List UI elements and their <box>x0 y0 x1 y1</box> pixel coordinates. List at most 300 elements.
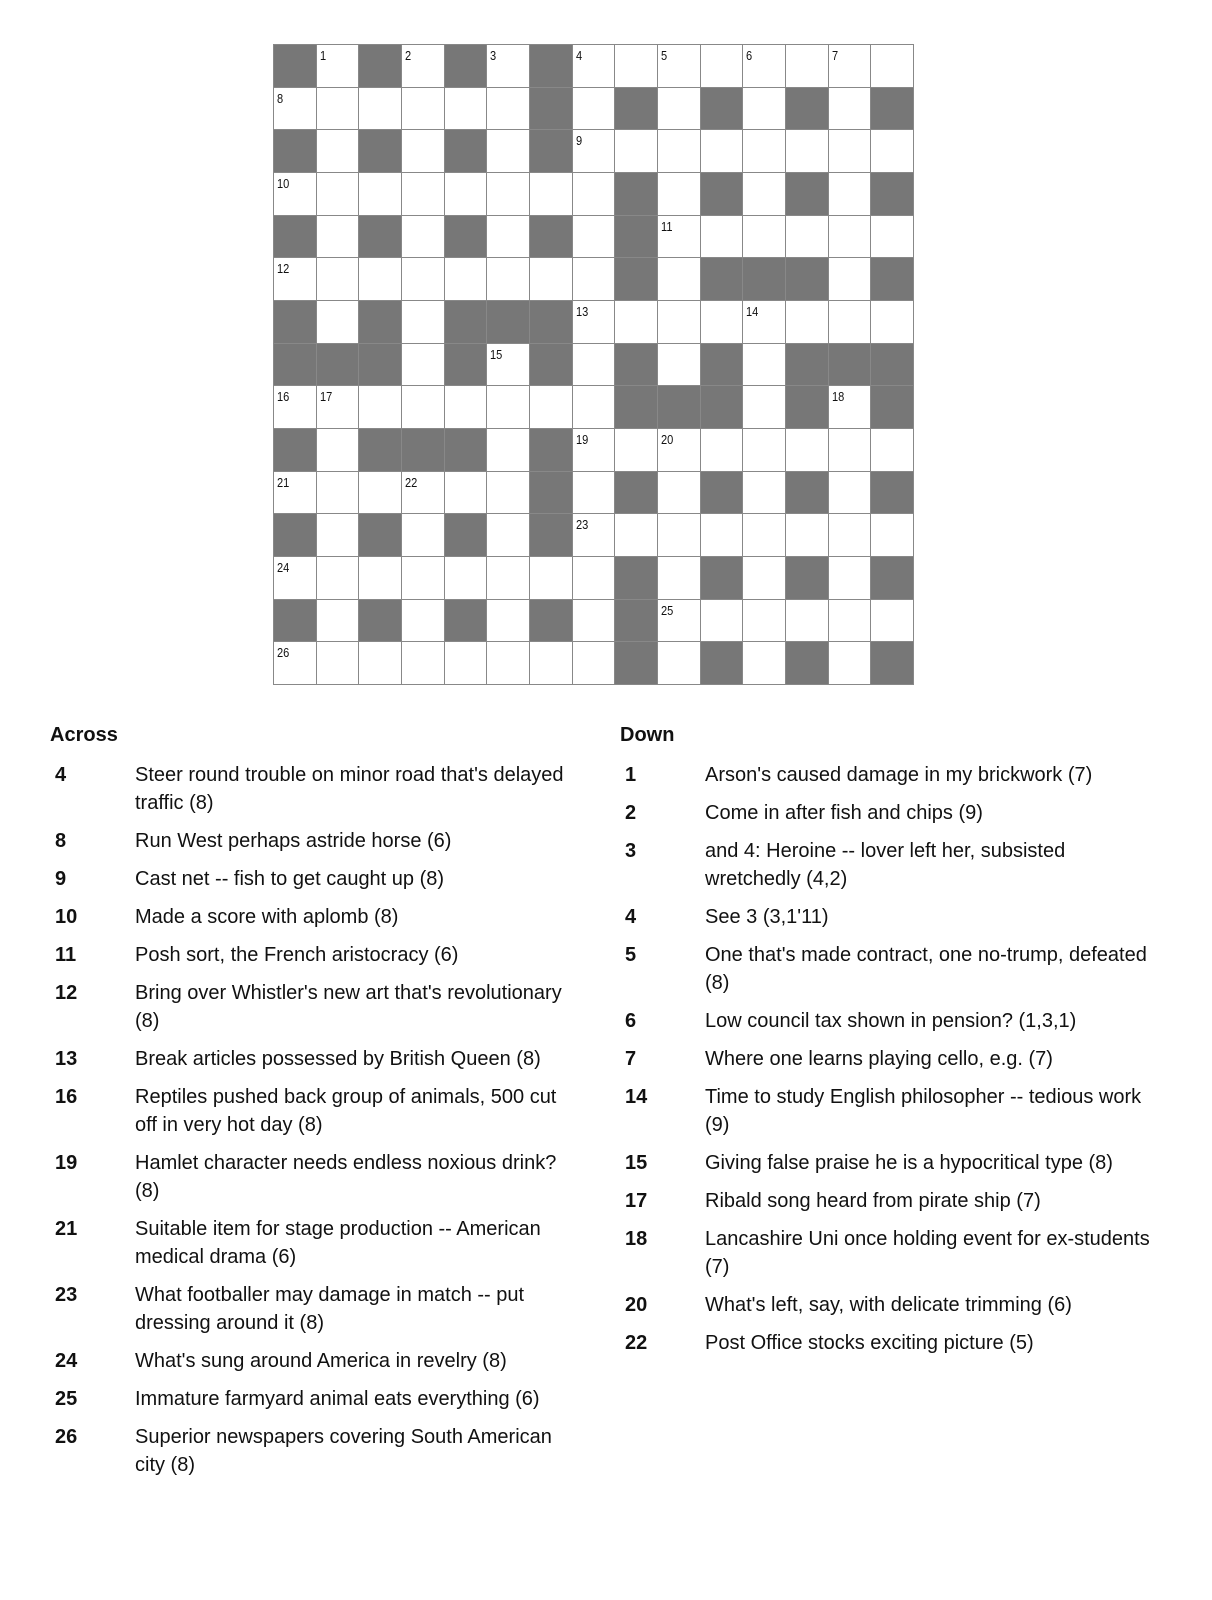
block-cell <box>530 216 573 259</box>
grid-cell[interactable] <box>829 472 872 515</box>
block-cell <box>701 258 744 301</box>
grid-cell[interactable] <box>701 429 744 472</box>
clue-text: What footballer may damage in match -- put dressing around it (8) <box>135 1284 525 1334</box>
clue-text: Low council tax shown in pension? (1,3,1) <box>705 1010 1077 1032</box>
grid-cell[interactable] <box>743 173 786 216</box>
clue-number: 19 <box>55 1152 78 1174</box>
grid-cell[interactable] <box>786 514 829 557</box>
down-clues <box>620 723 1160 1367</box>
grid-cell[interactable] <box>487 472 530 515</box>
grid-cell[interactable] <box>530 386 573 429</box>
clue-number: 12 <box>55 982 78 1004</box>
down-clue-list <box>620 761 1160 1357</box>
grid-cell[interactable] <box>402 600 445 643</box>
block-cell <box>359 301 402 344</box>
grid-cell[interactable] <box>274 88 317 131</box>
grid-cell[interactable] <box>871 301 914 344</box>
grid-cell[interactable] <box>701 130 744 173</box>
clue-number: 26 <box>55 1426 78 1448</box>
grid-cell[interactable] <box>658 514 701 557</box>
clue-number: 1 <box>319 48 326 63</box>
block-cell <box>274 301 317 344</box>
clue-number: 15 <box>490 346 503 362</box>
grid-cell[interactable] <box>274 386 317 429</box>
grid-cell[interactable] <box>530 258 573 301</box>
clue-text: Lancashire Uni once holding event for ex-students (7) <box>705 1228 1150 1278</box>
clue-text: What's sung around America in revelry (8) <box>135 1350 507 1372</box>
block-cell <box>317 344 360 387</box>
grid-cell[interactable] <box>402 130 445 173</box>
grid-cell[interactable] <box>658 258 701 301</box>
grid-cell[interactable] <box>786 45 829 88</box>
block-cell <box>402 429 445 472</box>
grid-cell[interactable] <box>402 386 445 429</box>
down-clue[interactable] <box>620 1045 1160 1073</box>
grid-cell[interactable] <box>871 45 914 88</box>
grid-cell[interactable] <box>701 514 744 557</box>
grid-cell[interactable] <box>743 514 786 557</box>
grid-cell[interactable] <box>445 642 488 685</box>
clue-number: 23 <box>575 517 588 533</box>
grid-cell[interactable] <box>743 301 786 344</box>
clue-number: 16 <box>277 389 290 405</box>
grid-cell[interactable] <box>487 258 530 301</box>
grid-cell[interactable] <box>871 429 914 472</box>
block-cell <box>445 514 488 557</box>
across-clue[interactable] <box>50 903 570 931</box>
grid-cell[interactable] <box>573 216 616 259</box>
clue-number: 17 <box>319 389 332 405</box>
clue-number: 24 <box>55 1350 78 1372</box>
grid-cell[interactable] <box>317 429 360 472</box>
block-cell <box>658 386 701 429</box>
grid-cell[interactable] <box>274 173 317 216</box>
clue-number: 14 <box>746 304 759 319</box>
grid-cell[interactable] <box>743 344 786 387</box>
clue-text: Posh sort, the French aristocracy (6) <box>135 944 459 966</box>
grid-cell[interactable] <box>871 514 914 557</box>
grid-cell[interactable] <box>402 472 445 515</box>
grid-cell[interactable] <box>829 88 872 131</box>
block-cell <box>487 301 530 344</box>
grid-cell[interactable] <box>402 45 445 88</box>
grid-cell[interactable] <box>445 472 488 515</box>
grid-cell[interactable] <box>615 514 658 557</box>
clue-number: 1 <box>625 764 637 786</box>
grid-cell[interactable] <box>487 642 530 685</box>
grid-cell[interactable] <box>317 130 360 173</box>
across-clue[interactable] <box>50 865 570 893</box>
grid-cell[interactable] <box>615 301 658 344</box>
grid-cell[interactable] <box>573 429 616 472</box>
across-clue[interactable] <box>50 761 570 817</box>
block-cell <box>359 600 402 643</box>
clue-number: 8 <box>277 90 284 106</box>
block-cell <box>871 472 914 515</box>
grid-cell[interactable] <box>317 173 360 216</box>
clue-number: 20 <box>661 432 674 447</box>
grid-cell[interactable] <box>402 173 445 216</box>
clue-number: 21 <box>277 474 290 490</box>
grid-cell[interactable] <box>530 642 573 685</box>
block-cell <box>871 344 914 387</box>
across-clue[interactable] <box>50 1281 570 1337</box>
down-clue[interactable] <box>620 1225 1160 1281</box>
block-cell <box>615 600 658 643</box>
grid-cell[interactable] <box>402 88 445 131</box>
block-cell <box>530 429 573 472</box>
clue-text: Giving false praise he is a hypocritical type (8) <box>705 1152 1113 1174</box>
grid-cell[interactable] <box>487 557 530 600</box>
down-clue[interactable] <box>620 1329 1160 1357</box>
grid-cell[interactable] <box>786 216 829 259</box>
clue-number: 25 <box>55 1388 78 1410</box>
down-clue[interactable] <box>620 1291 1160 1319</box>
grid-cell[interactable] <box>402 344 445 387</box>
block-cell <box>615 216 658 259</box>
across-clue[interactable] <box>50 1045 570 1073</box>
grid-cell[interactable] <box>573 386 616 429</box>
grid-cell[interactable] <box>658 429 701 472</box>
grid-cell[interactable] <box>743 557 786 600</box>
block-cell <box>701 557 744 600</box>
across-clue[interactable] <box>50 1215 570 1271</box>
down-clue[interactable] <box>620 837 1160 893</box>
block-cell <box>274 216 317 259</box>
block-cell <box>871 557 914 600</box>
grid-cell[interactable] <box>786 429 829 472</box>
grid-cell[interactable] <box>274 557 317 600</box>
across-clue[interactable] <box>50 1423 570 1479</box>
grid-cell[interactable] <box>786 600 829 643</box>
grid-cell[interactable] <box>658 88 701 131</box>
grid-cell[interactable] <box>530 173 573 216</box>
grid-cell[interactable] <box>317 514 360 557</box>
clue-text: Superior newspapers covering South American city (8) <box>135 1426 552 1476</box>
clue-number: 10 <box>55 906 78 928</box>
grid-cell[interactable] <box>829 173 872 216</box>
grid-cell[interactable] <box>573 258 616 301</box>
grid-cell[interactable] <box>402 557 445 600</box>
grid-cell[interactable] <box>829 514 872 557</box>
grid-cell[interactable] <box>615 45 658 88</box>
clue-number: 8 <box>55 830 67 852</box>
grid-cell[interactable] <box>402 258 445 301</box>
block-cell <box>530 301 573 344</box>
block-cell <box>615 173 658 216</box>
grid-cell[interactable] <box>658 301 701 344</box>
block-cell <box>445 45 488 88</box>
grid-cell[interactable] <box>701 600 744 643</box>
grid-cell[interactable] <box>829 258 872 301</box>
block-cell <box>274 45 317 88</box>
grid-cell[interactable] <box>402 514 445 557</box>
clue-number: 20 <box>625 1294 648 1316</box>
block-cell <box>786 557 829 600</box>
grid-cell[interactable] <box>274 258 317 301</box>
grid-cell[interactable] <box>487 514 530 557</box>
grid-cell[interactable] <box>658 600 701 643</box>
grid-cell[interactable] <box>445 557 488 600</box>
clue-number: 5 <box>625 944 637 966</box>
clue-number: 3 <box>490 48 497 63</box>
grid-cell[interactable] <box>658 344 701 387</box>
down-clue[interactable] <box>620 799 1160 827</box>
grid-cell[interactable] <box>487 600 530 643</box>
grid-cell[interactable] <box>829 301 872 344</box>
grid-cell[interactable] <box>829 600 872 643</box>
grid-cell[interactable] <box>573 301 616 344</box>
grid-cell[interactable] <box>786 130 829 173</box>
clue-text: What's left, say, with delicate trimming (6) <box>705 1294 1072 1316</box>
block-cell <box>445 130 488 173</box>
clue-text: Break articles possessed by British Queen (8) <box>135 1048 541 1070</box>
grid-cell[interactable] <box>359 258 402 301</box>
block-cell <box>445 216 488 259</box>
block-cell <box>359 130 402 173</box>
grid-cell[interactable] <box>487 386 530 429</box>
block-cell <box>615 472 658 515</box>
down-heading: Down <box>620 724 675 746</box>
across-clue[interactable] <box>50 1385 570 1413</box>
block-cell <box>615 344 658 387</box>
block-cell <box>615 557 658 600</box>
clue-number: 26 <box>277 645 290 661</box>
down-clue[interactable] <box>620 903 1160 931</box>
across-clue-list <box>50 761 570 1479</box>
across-clue[interactable] <box>50 1149 570 1205</box>
block-cell <box>445 301 488 344</box>
clue-number: 11 <box>55 944 77 966</box>
grid-cell[interactable] <box>530 557 573 600</box>
grid-cell[interactable] <box>274 472 317 515</box>
grid-cell[interactable] <box>573 557 616 600</box>
clue-text: Cast net -- fish to get caught up (8) <box>135 868 445 890</box>
clue-number: 4 <box>625 906 637 928</box>
grid-cell[interactable] <box>573 472 616 515</box>
grid-cell[interactable] <box>743 386 786 429</box>
clue-number: 25 <box>661 602 674 618</box>
grid-cell[interactable] <box>743 600 786 643</box>
grid-cell[interactable] <box>658 45 701 88</box>
grid-cell[interactable] <box>317 88 360 131</box>
clue-number: 9 <box>575 133 582 149</box>
clue-number: 7 <box>831 48 838 63</box>
grid-cell[interactable] <box>573 642 616 685</box>
grid-cell[interactable] <box>786 301 829 344</box>
grid-cell[interactable] <box>743 216 786 259</box>
clue-number: 11 <box>661 218 673 234</box>
clue-text: Suitable item for stage production -- American medical drama (6) <box>135 1218 541 1268</box>
block-cell <box>530 514 573 557</box>
clue-text: Made a score with aplomb (8) <box>135 906 399 928</box>
block-cell <box>786 88 829 131</box>
grid-cell[interactable] <box>487 88 530 131</box>
across-clue[interactable] <box>50 1083 570 1139</box>
grid-cell[interactable] <box>317 386 360 429</box>
grid-cell[interactable] <box>317 45 360 88</box>
grid-cell[interactable] <box>445 173 488 216</box>
across-clue[interactable] <box>50 941 570 969</box>
grid-cell[interactable] <box>317 472 360 515</box>
block-cell <box>274 600 317 643</box>
grid-cell[interactable] <box>658 642 701 685</box>
grid-cell[interactable] <box>487 130 530 173</box>
block-cell <box>274 514 317 557</box>
grid-cell[interactable] <box>743 642 786 685</box>
grid-cell[interactable] <box>615 429 658 472</box>
grid-cell[interactable] <box>829 45 872 88</box>
across-clue[interactable] <box>50 979 570 1035</box>
block-cell <box>829 344 872 387</box>
across-clue[interactable] <box>50 1347 570 1375</box>
clue-number: 21 <box>55 1218 78 1240</box>
grid-cell[interactable] <box>829 216 872 259</box>
clue-text: One that's made contract, one no-trump, defeated (8) <box>705 944 1147 994</box>
across-heading: Across <box>50 724 118 746</box>
grid-cell[interactable] <box>871 216 914 259</box>
grid-cell[interactable] <box>317 216 360 259</box>
grid-cell[interactable] <box>359 557 402 600</box>
grid-cell[interactable] <box>487 173 530 216</box>
down-clue[interactable] <box>620 941 1160 997</box>
grid-cell[interactable] <box>871 600 914 643</box>
grid-cell[interactable] <box>658 472 701 515</box>
grid-cell[interactable] <box>829 642 872 685</box>
block-cell <box>274 344 317 387</box>
block-cell <box>786 258 829 301</box>
grid-cell[interactable] <box>701 216 744 259</box>
clue-text: Arson's caused damage in my brickwork (7) <box>705 764 1093 786</box>
clue-text: See 3 (3,1'11) <box>705 906 829 928</box>
grid-cell[interactable] <box>573 88 616 131</box>
block-cell <box>530 88 573 131</box>
block-cell <box>743 258 786 301</box>
grid-cell[interactable] <box>445 88 488 131</box>
grid-cell[interactable] <box>701 301 744 344</box>
grid-cell[interactable] <box>487 216 530 259</box>
clue-number: 12 <box>277 261 290 277</box>
grid-cell[interactable] <box>402 642 445 685</box>
grid-cell[interactable] <box>402 216 445 259</box>
clue-number: 22 <box>405 474 418 490</box>
grid-cell[interactable] <box>573 514 616 557</box>
grid-cell[interactable] <box>743 88 786 131</box>
grid-cell[interactable] <box>743 45 786 88</box>
block-cell <box>615 642 658 685</box>
block-cell <box>530 344 573 387</box>
grid-cell[interactable] <box>359 386 402 429</box>
block-cell <box>530 472 573 515</box>
clue-number: 10 <box>277 176 290 191</box>
block-cell <box>615 386 658 429</box>
block-cell <box>871 642 914 685</box>
block-cell <box>274 130 317 173</box>
block-cell <box>786 472 829 515</box>
grid-cell[interactable] <box>743 429 786 472</box>
grid-cell[interactable] <box>317 600 360 643</box>
clue-number: 13 <box>575 304 588 319</box>
across-clue[interactable] <box>50 827 570 855</box>
grid-cell[interactable] <box>743 130 786 173</box>
grid-cell[interactable] <box>359 88 402 131</box>
clue-text: Reptiles pushed back group of animals, 500 cut off in very hot day (8) <box>135 1086 557 1136</box>
grid-cell[interactable] <box>658 216 701 259</box>
down-clue[interactable] <box>620 1187 1160 1215</box>
grid-cell[interactable] <box>871 130 914 173</box>
clue-number: 2 <box>625 802 637 824</box>
grid-cell[interactable] <box>317 301 360 344</box>
clue-number: 13 <box>55 1048 78 1070</box>
grid-cell[interactable] <box>317 557 360 600</box>
grid-cell[interactable] <box>829 130 872 173</box>
grid-cell[interactable] <box>829 386 872 429</box>
grid-cell[interactable] <box>445 258 488 301</box>
grid-cell[interactable] <box>359 472 402 515</box>
block-cell <box>786 642 829 685</box>
clue-text: Ribald song heard from pirate ship (7) <box>705 1190 1041 1212</box>
grid-cell[interactable] <box>829 429 872 472</box>
clue-text: Come in after fish and chips (9) <box>705 802 983 824</box>
grid-cell[interactable] <box>573 344 616 387</box>
grid-cell[interactable] <box>317 642 360 685</box>
crossword-grid <box>273 44 914 685</box>
clue-number: 9 <box>55 868 67 890</box>
grid-cell[interactable] <box>487 45 530 88</box>
clue-number: 16 <box>55 1086 78 1108</box>
clue-number: 3 <box>625 840 637 862</box>
grid-cell[interactable] <box>658 557 701 600</box>
grid-cell[interactable] <box>487 429 530 472</box>
grid-cell[interactable] <box>701 45 744 88</box>
grid-cell[interactable] <box>573 600 616 643</box>
clue-number: 18 <box>625 1228 648 1250</box>
grid-cell[interactable] <box>573 130 616 173</box>
grid-cell[interactable] <box>743 472 786 515</box>
block-cell <box>530 130 573 173</box>
clue-number: 23 <box>55 1284 78 1306</box>
grid-cell[interactable] <box>402 301 445 344</box>
clue-number: 2 <box>405 48 412 63</box>
grid-cell[interactable] <box>487 344 530 387</box>
grid-cell[interactable] <box>573 173 616 216</box>
block-cell <box>701 344 744 387</box>
grid-cell[interactable] <box>359 642 402 685</box>
grid-cell[interactable] <box>274 642 317 685</box>
grid-cell[interactable] <box>573 45 616 88</box>
grid-cell[interactable] <box>317 258 360 301</box>
clue-text: Post Office stocks exciting picture (5) <box>705 1332 1034 1354</box>
grid-cell[interactable] <box>658 173 701 216</box>
grid-cell[interactable] <box>359 173 402 216</box>
grid-cell[interactable] <box>445 386 488 429</box>
block-cell <box>786 173 829 216</box>
down-clue[interactable] <box>620 1083 1160 1139</box>
down-clue[interactable] <box>620 761 1160 789</box>
block-cell <box>359 514 402 557</box>
clue-text: Immature farmyard animal eats everything (6) <box>135 1388 540 1410</box>
block-cell <box>701 88 744 131</box>
clue-text: Time to study English philosopher -- tedious work (9) <box>705 1086 1142 1136</box>
block-cell <box>701 472 744 515</box>
block-cell <box>701 173 744 216</box>
across-clues <box>50 723 570 1489</box>
down-clue[interactable] <box>620 1007 1160 1035</box>
grid-cell[interactable] <box>829 557 872 600</box>
down-clue[interactable] <box>620 1149 1160 1177</box>
grid-cell[interactable] <box>658 130 701 173</box>
grid-cell[interactable] <box>615 130 658 173</box>
